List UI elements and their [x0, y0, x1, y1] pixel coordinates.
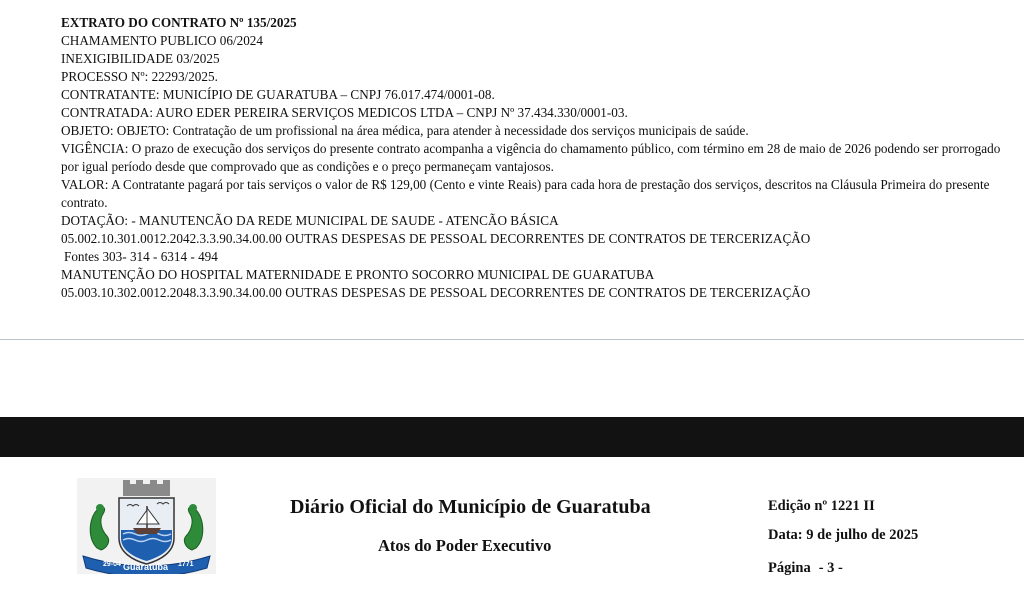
budget-allocation: DOTAÇÃO: - MANUTENCÃO DA REDE MUNICIPAL DE SAUDE - ATENCÃO BÁSICA	[61, 213, 559, 228]
edition-number: Edição nº 1221 II	[768, 498, 875, 514]
page-band	[0, 417, 1024, 457]
contract-value: VALOR: A Contratante pagará por tais serviços o valor de R$ 129,00 (Cento e vinte Reais) para cada hora de prestação dos serviços, descritos na Cláusula Primeira do presente contrato.	[61, 177, 990, 210]
hospital-maintenance: MANUTENÇÃO DO HOSPITAL MATERNIDADE E PRONTO SOCORRO MUNICIPAL DE GUARATUBA	[61, 267, 655, 282]
public-call: CHAMAMENTO PUBLICO 06/2024	[61, 33, 263, 48]
gazette-title: Diário Oficial do Município de Guaratuba	[290, 496, 651, 518]
founding-date-label: 29-04	[103, 561, 121, 568]
gazette-subtitle: Atos do Poder Executivo	[378, 536, 552, 555]
budget-code-2: 05.003.10.302.0012.2048.3.3.90.34.00.00 OUTRAS DESPESAS DE PESSOAL DECORRENTES DE CONTRATOS DE TERCERIZAÇÃO	[61, 285, 811, 300]
page-label: Página	[768, 560, 811, 576]
contracted-party: CONTRATADA: AURO EDER PEREIRA SERVIÇOS MEDICOS LTDA – CNPJ Nº 37.434.330/0001-03.	[61, 105, 628, 120]
contract-title: EXTRATO DO CONTRATO Nº 135/2025	[61, 15, 297, 30]
contract-object: OBJETO: OBJETO: Contratação de um profissional na área médica, para atender à necessidade dos serviços municipais de saúde.	[61, 123, 749, 138]
section-divider	[0, 339, 1024, 340]
budget-code-1: 05.002.10.301.0012.2042.3.3.90.34.00.00 OUTRAS DESPESAS DE PESSOAL DECORRENTES DE CONTRATOS DE TERCERIZAÇÃO	[61, 231, 811, 246]
contracting-party: CONTRATANTE: MUNICÍPIO DE GUARATUBA – CNPJ 76.017.474/0001-08.	[61, 87, 495, 102]
logo-banner-label: Guaratuba	[123, 562, 169, 572]
contract-extract	[61, 14, 1011, 302]
guaratuba-coat-of-arms-icon	[77, 478, 216, 574]
page-number: - 3 -	[818, 560, 843, 576]
page-indicator	[768, 560, 843, 577]
funding-sources: Fontes 303- 314 - 6314 - 494	[64, 249, 218, 264]
process-number: PROCESSO Nº: 22293/2025.	[61, 69, 218, 84]
contract-validity: VIGÊNCIA: O prazo de execução dos serviços do presente contrato acompanha a vigência do chamamento público, com término em 28 de maio de 2026 podendo ser prorrogado por igual período desde que comprovado que as condições e o preço permaneçam vantajosos.	[61, 141, 1001, 174]
founding-year-label: 1771	[178, 561, 194, 568]
inexigibility: INEXIGIBILIDADE 03/2025	[61, 51, 220, 66]
publication-date: Data: 9 de julho de 2025	[768, 527, 919, 543]
